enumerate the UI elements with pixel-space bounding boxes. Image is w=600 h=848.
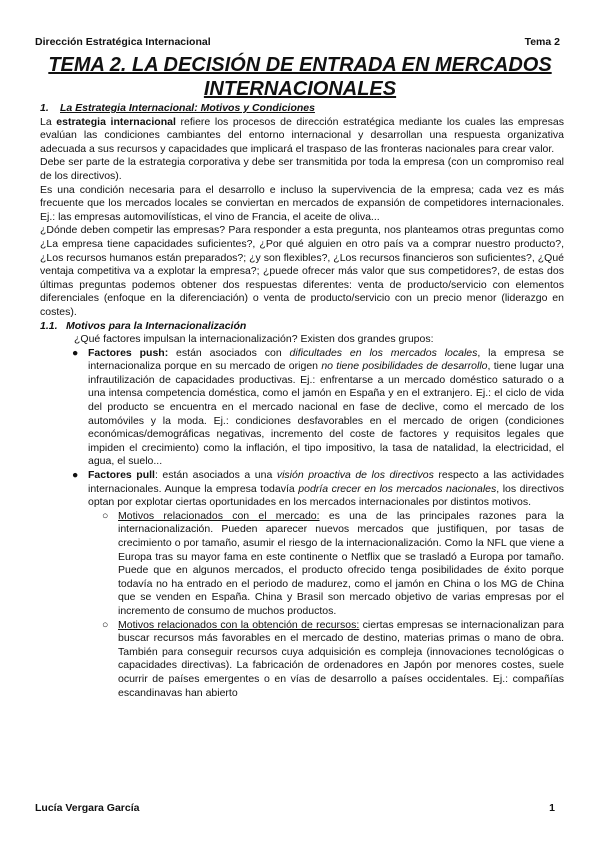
list-item-push xyxy=(40,347,564,469)
pull-text-2: respecto a las actividades internacionales. Aunque la empresa todavía xyxy=(88,469,564,495)
section-1-title: La Estrategia Internacional: Motivos y Condiciones xyxy=(60,102,315,114)
pull-label: Factores pull xyxy=(88,469,155,482)
push-italic-1: dificultades en los mercados locales xyxy=(289,346,478,359)
push-label: Factores push: xyxy=(88,346,169,359)
paragraph-corporate: Debe ser parte de la estrategia corporativa y debe ser transmitida por toda la empresa (con un compromiso real de los directivos). xyxy=(40,156,564,182)
resources-text: ciertas empresas se internacionalizan para buscar recursos más favorables en el mercado de destino, materias primas o mano de obra. También para conseguir recursos cuya adquisición es compleja (innovaciones tecnológicas o capacidades directivas). La fabricación de ordenadores en Japón por menores costes, suele ocurrir de países emergentes o en vías de desarrollo a países occidentales. Ej.: compañías escandinavas han abierto xyxy=(118,618,564,699)
push-text-2: , la empresa se internacionaliza porque en su mercado de origen xyxy=(88,346,564,373)
section-1-heading xyxy=(40,102,564,116)
push-text-1: están asociados con xyxy=(168,346,290,359)
header-topic: Tema 2 xyxy=(524,36,560,48)
p1-start: La xyxy=(40,115,57,128)
p1-rest: refiere los procesos de dirección estratégica mediante los cuales las empresas evalúan las condiciones cambiantes del entorno internacional y desarrollan una respuesta organizativa adecuada a sus recursos y capacidades que implicará el traspaso de las fronteras nacionales para crear valor. xyxy=(40,115,564,155)
document-body xyxy=(40,102,564,700)
title-line-2: INTERNACIONALES xyxy=(203,78,397,100)
pull-italic-2: podría crecer en los mercados nacionales xyxy=(298,482,497,495)
pull-italic-1: visión proactiva de los directivos xyxy=(276,469,434,482)
strategy-term: estrategia internacional xyxy=(56,115,176,128)
paragraph-intro: ¿Qué factores impulsan la internacionalización? Existen dos grandes grupos: xyxy=(74,333,434,346)
circle-bullet-icon: ○ xyxy=(102,509,109,522)
market-label: Motivos relacionados con el mercado: xyxy=(118,509,320,522)
section-1-1-heading xyxy=(40,320,564,334)
push-italic-2: no tiene posibilidades de desarrollo xyxy=(321,360,488,373)
pull-text-1: : están asociados a una xyxy=(154,469,277,482)
section-1-number: 1. xyxy=(40,102,49,114)
section-1-1-title: Motivos para la Internacionalización xyxy=(66,319,247,332)
section-1-1-number: 1.1. xyxy=(40,319,58,332)
paragraph-questions: ¿Dónde deben competir las empresas? Para responder a esta pregunta, nos planteamos otras preguntas como ¿La empresa tiene capacidades suficientes?, ¿Por qué alguien en otro país va a comprar nuestro producto?, ¿Los recursos humanos están preparados?; ¿y son flexibles?, ¿Los recursos financieros son suficientes?, ¿Qué ventaja competitiva va a explotar la empresa?; ¿puede ofrecer más valor que sus competidores?, de estas dos últimas preguntas podemos obtener dos respuestas diferentes: venta de producto/servicio con elementos diferenciales (enfoque en la diferenciación) o venta de producto/servicio con un precio menor (liderazgo en costes). xyxy=(40,224,564,318)
sub-item-resources xyxy=(40,619,564,701)
bullet-icon: ● xyxy=(72,469,79,482)
pull-text-3: , los directivos optan por explotar ciertas oportunidades en los mercados internacionales por distintos motivos. xyxy=(88,482,564,509)
resources-label: Motivos relacionados con la obtención de recursos: xyxy=(118,618,360,631)
footer-author: Lucía Vergara García xyxy=(35,802,140,814)
circle-bullet-icon: ○ xyxy=(102,618,109,631)
sub-item-market xyxy=(40,510,564,619)
market-text: es una de las principales razones para la internacionalización. Pueden aparecer nuevos mercados que justifiquen, por tasas de crecimiento o por tamaño, asumir el riesgo de la internacionalización. Como la NFL que viene a Europa tras su mayor fama en este continente o Netflix que se trasladó a Europa por tamaño. Puede que en algunos mercados, el producto ofrecido tenga posibilidades de éxito porque todavía no ha entrado en el periodo de madurez, como el jamón en China o los MG de China que se venden en España. China y Brasil son mercado objetivo de varias empresas por el incremento de consumo de muchos productos. xyxy=(118,509,564,617)
title-line-1: TEMA 2. LA DECISIÓN DE ENTRADA EN MERCADOS xyxy=(48,54,552,76)
paragraph-condition: Es una condición necesaria para el desarrollo e incluso la supervivencia de la empresa; cada vez es más frecuente que los mercados locales se conviertan en mercados de expansión de competidores internacionales. Ej.: las empresas automovilísticas, el vino de Francia, el aceite de oliva... xyxy=(40,183,564,223)
list-item-pull xyxy=(40,469,564,510)
paragraph-definition xyxy=(40,116,564,157)
page-number: 1 xyxy=(549,802,555,814)
bullet-icon: ● xyxy=(72,346,79,359)
push-text-3: , tiene lugar una infrautilización de capacidades productivas. Ej.: enfrentarse a un mercado doméstico saturado o a una intensa competencia doméstica, como el jamón en España y en el extranjero. Ej.: el ciclo de vida del producto se encuentra en el mercado nacional en fase de declive, como el mercado de los automóviles y la moda. Ej.: condiciones desfavorables en el mercado de origen (condiciones económicas/demográficas negativas, incremento del coste de factores y requisitos legales que impiden el crecimiento) como la inflación, el tipo impositivo, la tasa de natalidad, la electricidad, el agua, el suelo... xyxy=(88,360,564,468)
header-course: Dirección Estratégica Internacional xyxy=(35,36,211,48)
page-title xyxy=(20,53,580,101)
